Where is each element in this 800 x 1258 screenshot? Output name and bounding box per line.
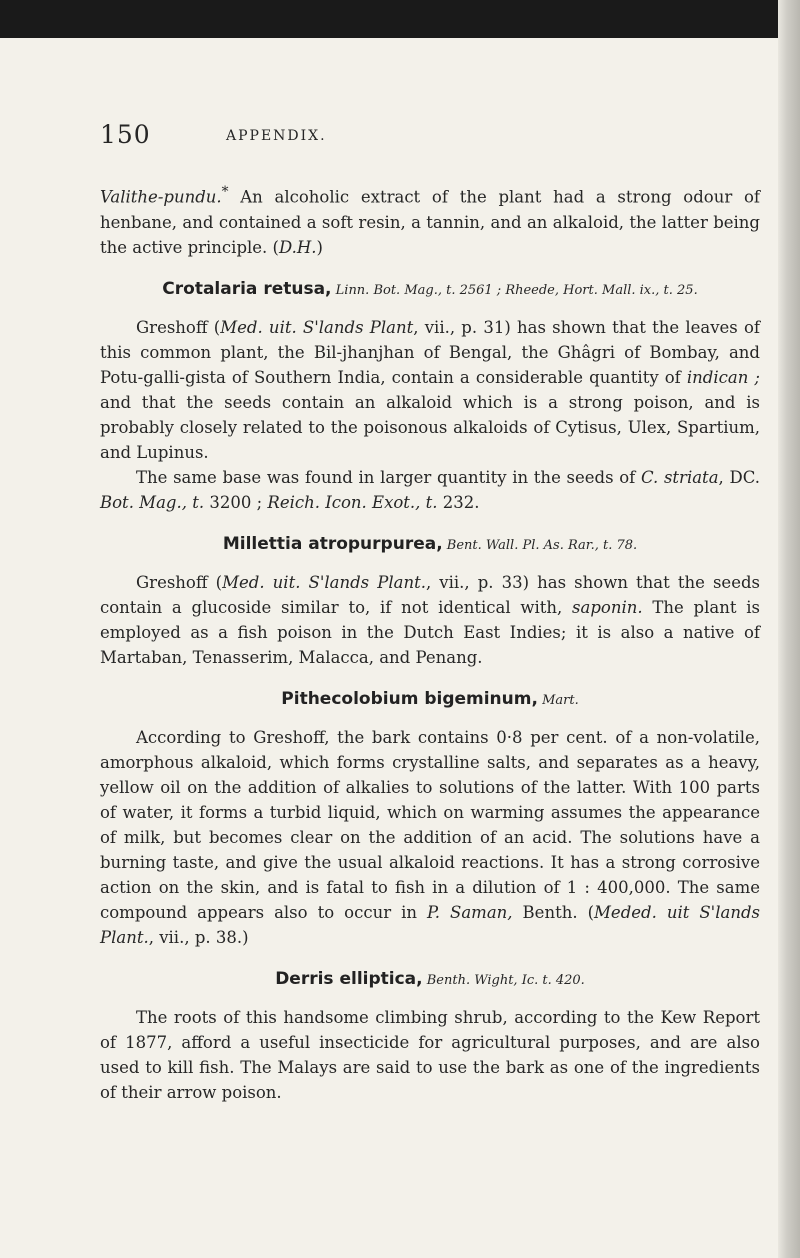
scan-page-edge <box>778 0 800 1258</box>
species-heading-crotalaria <box>100 276 760 303</box>
paragraph-text: The same base was found in larger quantity in the seeds of <box>136 467 641 487</box>
header-title: APPENDIX. <box>226 128 327 144</box>
species-reference: P. Saman, <box>427 902 513 922</box>
species-heading-pithecolobium <box>100 686 760 713</box>
reference: Reich. Icon. Exot., t. <box>267 492 438 512</box>
footnote-mark: * <box>221 184 229 200</box>
paragraph-text: The plant is employed as a fish poison in the Dutch East Indies; it is also a native of Martaban, Tenasserim, Malacca, and Penang. <box>100 597 760 667</box>
species-heading-millettia <box>100 531 760 558</box>
species-name: Pithecolobium bigeminum, <box>281 688 538 709</box>
paragraph-text: 232. <box>437 492 480 512</box>
paragraph-text: According to Greshoff, the bark contains 0·8 per cent. of a non-volatile, amorphous alkaloid, which forms crystalline salts, and separates as a heavy, yellow oil on the addition of alkalies to solutions of the latter. With 100 parts of water, it forms a turbid liquid, which on warming assumes the appearance of milk, but becomes clear on the addition of an acid. The solutions have a burning taste, and give the usual alkaloid reactions. It has a strong corrosive action on the skin, and is fatal to fish in a dilution of 1 : 400,000. The same compound appears also to occur in <box>100 727 760 922</box>
species-authority: Linn. Bot. Mag., t. 2561 ; Rheede, Hort. Mall. ix., t. 25. <box>331 282 698 298</box>
paragraph-text: , vii., p. 31) has shown that the leaves of this common plant, the Bil-jhanjhan of Bengal, the Ghâgri of Bombay, and Potu-galli-gista of Southern India, contain a considerable quantity of <box>100 317 761 387</box>
crotalaria-paragraph-1 <box>100 315 760 465</box>
species-name: Derris elliptica, <box>275 968 423 989</box>
pithecolobium-paragraph-1 <box>100 725 760 950</box>
species-authority: Benth. Wight, Ic. t. 420. <box>422 972 585 988</box>
reference: Meded. uit S'lands Plant. <box>100 902 760 947</box>
paragraph-text: , vii., p. 38.) <box>148 927 249 947</box>
term: indican ; <box>686 367 760 387</box>
paragraph-text: Greshoff ( <box>136 572 223 592</box>
paragraph-text: and that the seeds contain an alkaloid which is a strong poison, and is probably closely related to the poisonous alkaloids of Cytisus, Ulex, Spartium, and Lupinus. <box>100 392 760 462</box>
reference: Bot. Mag., t. <box>100 492 205 512</box>
page-content <box>100 180 760 1105</box>
species-reference: C. striata <box>640 467 719 487</box>
running-head <box>100 120 660 160</box>
millettia-paragraph-1 <box>100 570 760 670</box>
species-authority: Bent. Wall. Pl. As. Rar., t. 78. <box>442 537 638 553</box>
species-heading-derris <box>100 966 760 993</box>
paragraph-text: Greshoff ( <box>136 317 221 337</box>
paragraph-text: 3200 ; <box>204 492 268 512</box>
term: saponin. <box>572 597 643 617</box>
plant-name: Valithe-pundu. <box>100 187 222 207</box>
valithe-paragraph <box>100 180 760 260</box>
species-name: Crotalaria retusa, <box>162 278 332 299</box>
paragraph-text: An alcoholic extract of the plant had a strong odour of henbane, and contained a soft resin, a tannin, and an alkaloid, the latter being the active principle. ( <box>100 187 760 257</box>
crotalaria-paragraph-2 <box>100 465 760 515</box>
paragraph-text: , DC. <box>718 467 760 487</box>
paragraph-text: , vii., p. 33) has shown that the seeds contain a glucoside similar to, if not identical with, <box>100 572 760 617</box>
paragraph-text: Benth. ( <box>512 902 595 922</box>
reference: Med. uit. S'lands Plant. <box>222 572 426 592</box>
reference: D.H. <box>279 237 317 257</box>
species-authority: Mart. <box>537 692 579 708</box>
derris-paragraph-1: The roots of this handsome climbing shrub, according to the Kew Report of 1877, afford a useful insecticide for agricultural purposes, and are also used to kill fish. The Malays are said to use the bark as one of the ingredients of their arrow poison. <box>100 1007 760 1102</box>
species-name: Millettia atropurpurea, <box>222 533 443 554</box>
reference: Med. uit. S'lands Plant <box>220 317 414 337</box>
page-number: 150 <box>100 120 151 149</box>
paragraph-text: ) <box>316 237 323 257</box>
